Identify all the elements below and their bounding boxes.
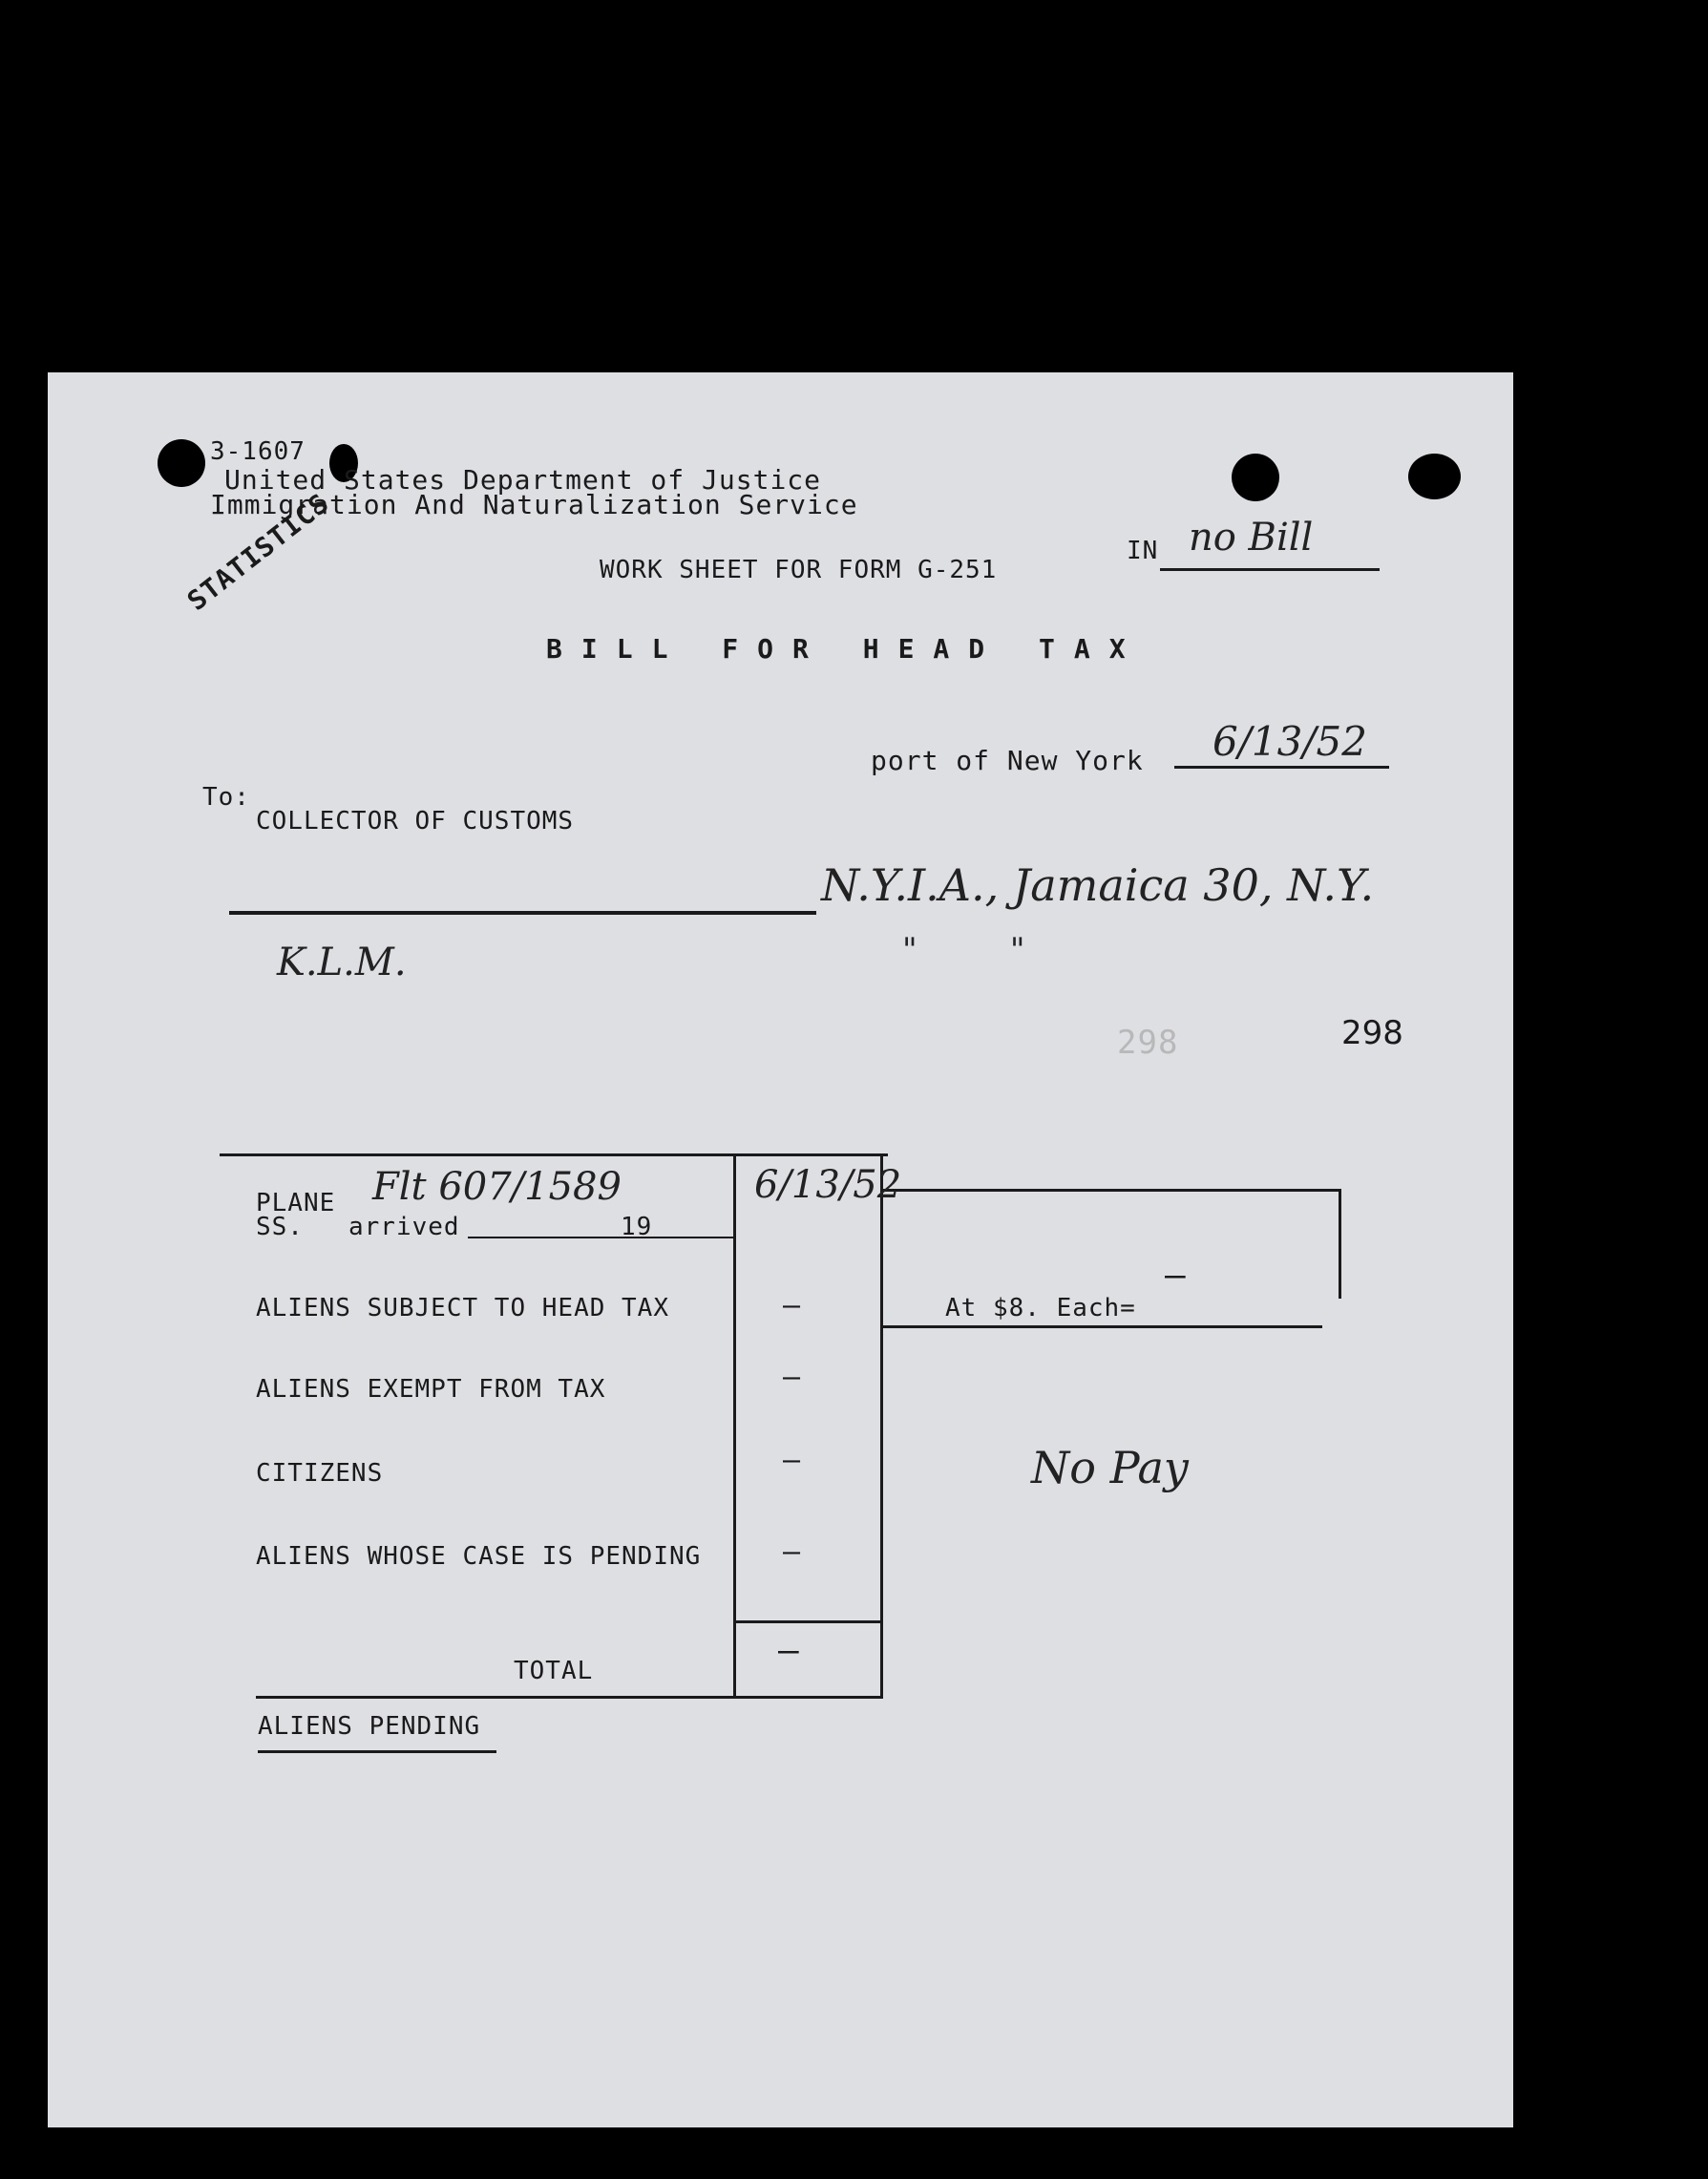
year-prefix: 19	[621, 1213, 653, 1241]
faint-number: 298	[1117, 1024, 1179, 1062]
rate-label: At $8. Each=	[945, 1294, 1136, 1322]
port-underline	[1174, 766, 1389, 769]
page-number: 298	[1341, 1014, 1403, 1052]
table-col-divider-2	[880, 1153, 883, 1698]
total-value: —	[778, 1631, 800, 1670]
total-row-top-line	[733, 1620, 883, 1623]
collector-label: COLLECTOR OF CUSTOMS	[256, 807, 575, 836]
punch-hole-right-1	[1232, 454, 1279, 501]
plane-value: Flt 607/1589	[372, 1165, 622, 1209]
punch-hole-left	[158, 439, 205, 487]
row-value-citizens: —	[783, 1444, 802, 1477]
aliens-pending-label: ALIENS PENDING	[258, 1712, 481, 1741]
table-bottom-line	[256, 1696, 883, 1699]
arrival-date: 6/13/52	[754, 1163, 902, 1207]
form-number: 3-1607	[210, 437, 306, 466]
port-label: port of New York	[871, 745, 1144, 776]
row-label-pending: ALIENS WHOSE CASE IS PENDING	[256, 1542, 702, 1571]
in-value: no Bill	[1189, 516, 1314, 560]
rate-box-right	[1339, 1189, 1341, 1299]
no-pay-note: No Pay	[1031, 1442, 1189, 1493]
plane-label: PLANE	[256, 1189, 336, 1217]
row-value-subject: —	[783, 1289, 802, 1322]
address-value: N.Y.I.A., Jamaica 30, N.Y.	[821, 859, 1375, 911]
ss-label: SS.	[256, 1213, 304, 1241]
row-label-subject: ALIENS SUBJECT TO HEAD TAX	[256, 1294, 669, 1322]
address-line	[229, 911, 816, 915]
statistics-stamp: STATISTICS	[181, 487, 336, 618]
aliens-pending-underline	[258, 1750, 496, 1753]
arrived-label: arrived	[348, 1213, 460, 1241]
table-top-line	[220, 1153, 888, 1156]
rate-box-top	[883, 1189, 1341, 1192]
in-underline	[1160, 568, 1380, 571]
bill-title: BILL FOR HEAD TAX	[546, 633, 1145, 665]
work-sheet-title: WORK SHEET FOR FORM G-251	[600, 556, 998, 584]
row-label-citizens: CITIZENS	[256, 1459, 384, 1488]
row-value-pending: —	[783, 1535, 802, 1569]
total-label: TOTAL	[514, 1657, 594, 1685]
service-name: Immigration And Naturalization Service	[210, 489, 858, 520]
row-label-exempt: ALIENS EXEMPT FROM TAX	[256, 1375, 606, 1404]
table-col-divider-1	[733, 1153, 736, 1698]
rate-box-bottom	[883, 1325, 1322, 1328]
to-label: To:	[202, 783, 250, 812]
rate-value: —	[1165, 1256, 1187, 1295]
plane-row-underline	[468, 1237, 735, 1238]
port-date: 6/13/52	[1212, 718, 1367, 765]
department-name: United States Department of Justice	[224, 464, 822, 496]
carrier-name: K.L.M.	[277, 941, 407, 984]
document-page	[48, 372, 1513, 2127]
row-value-exempt: —	[783, 1361, 802, 1394]
punch-hole-right-2	[1408, 454, 1461, 499]
in-label: IN	[1127, 537, 1159, 565]
ditto-marks: " "	[902, 931, 1025, 969]
